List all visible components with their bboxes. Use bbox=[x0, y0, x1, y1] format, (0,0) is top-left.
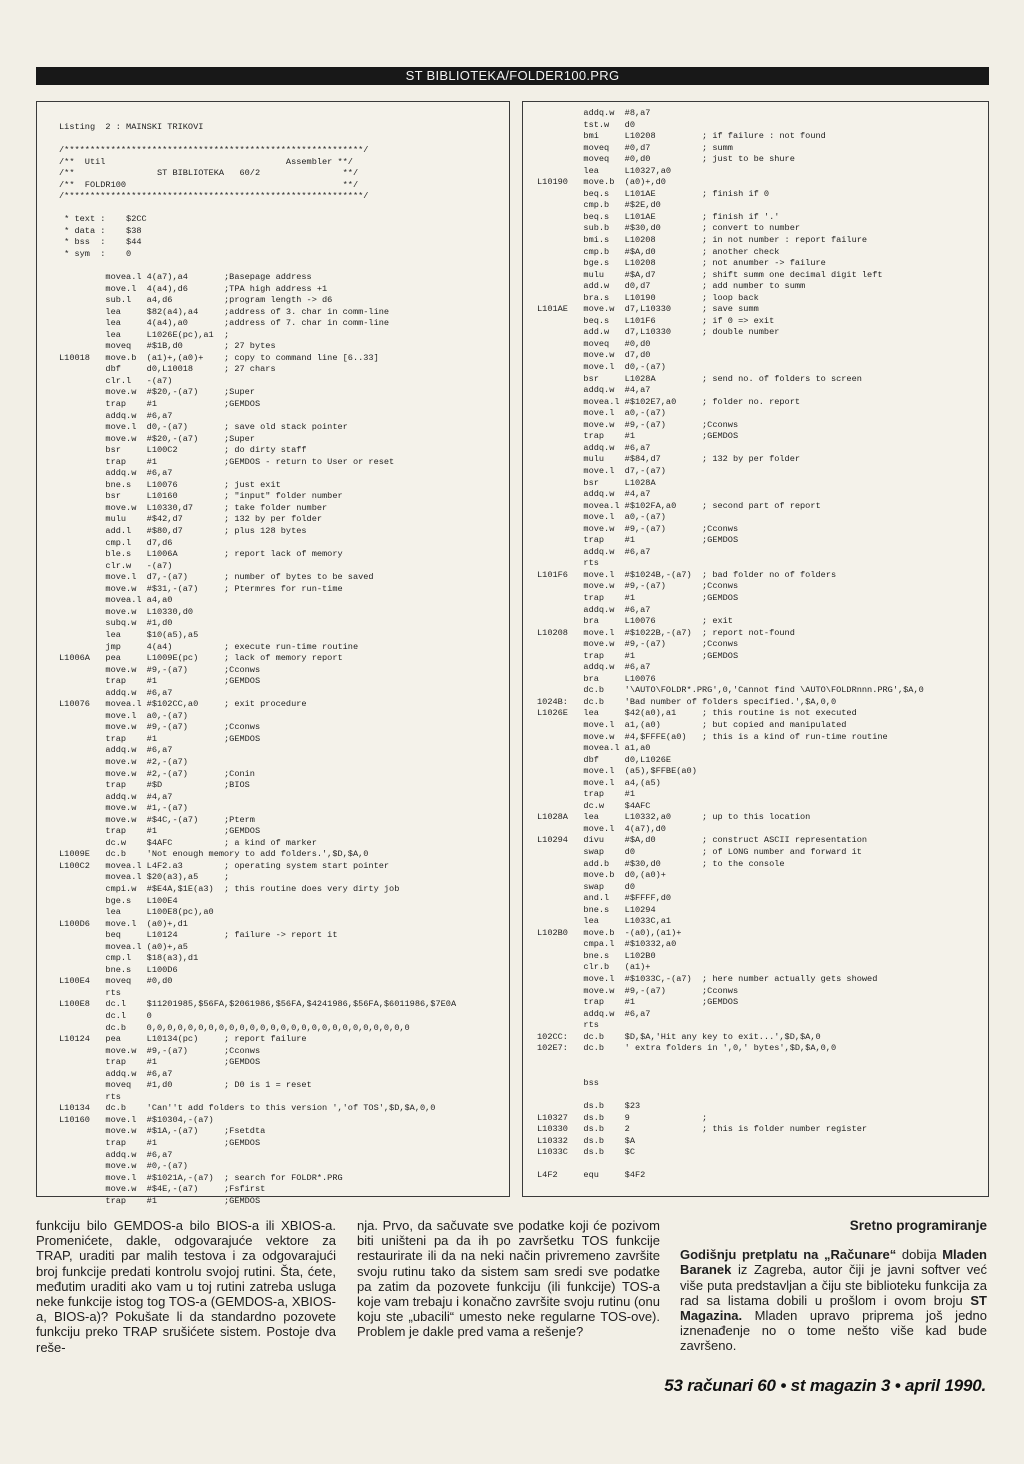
listing-box-left bbox=[36, 101, 510, 1206]
closing-heading: Sretno programiranje bbox=[849, 1218, 987, 1233]
article-column-1: funkciju bilo GEMDOS-a bilo BIOS-a ili XBIOS-a. Promenićete, dakle, odgovarajuće vektore za TRAP, uraditi par malih testova i za odgovarajući broj funkcije predati kontrolu svojoj rutini. Šta, ćete, međutim uraditi ako vam u toj rutini zatreba usluga neke funkcije istog tog TOS-a (GEMDOS-a, XBIOS-a, BIOS-a)? Pokušate li da standardno pozovete funkciju preko TRAP srušićete sistem. Postoje dva reše- bbox=[36, 1218, 336, 1355]
article-column-2: nja. Prvo, da sačuvate sve podatke koji će pozivom biti uništeni pa da ih po završetku TOS funkcije restaurirate ili da na neki način privremeno završite svoju rutinu tako da sistem sam sredi sve podatke pa zatim da pozovete funkciju (ili funkcije) TOS-a koje vam trebaju i konačno završite svoju rutinu (onu koju ste „ubacili“ umesto neke regularne TOS-ove). Problem je dakle pred vama a rešenje? bbox=[357, 1218, 660, 1340]
subscription-phrase: Godišnju pretplatu na „Računare“ bbox=[680, 1247, 897, 1263]
listing-header: Listing 2 : MAINSKI TRIKOVI /**********************************************************/ /** Util Assembler **/ /** ST BIBLIOTEKA 60/2 **/ /** FOLDR100 **/ /**********************************************************/ * text : $2CC * data : $38 * bss : $44 * sym : 0 bbox=[59, 122, 369, 260]
text-fragment: dobija bbox=[896, 1247, 943, 1263]
listing-code-left: movea.l 4(a7),a4 ;Basepage address move.l 4(a4),d6 ;TPA high address +1 sub.l a4,d6 ;program length -> d6 lea $82(a4),a4 ;address of 3. char in comm-line lea 4(a4),a0 ;address of 7. char in comm-line lea L1026E(pc),a1 ; moveq #$1B,d0 ; 27 bytes L10018 move.b (a1)+,(a0)+ ; copy to command line [6..33] dbf d0,L10018 ; 27 chars clr.l -(a7) move.w #$20,-(a7) ;Super trap #1 ;GEMDOS addq.w #6,a7 move.l d0,-(a7) ; save old stack pointer move.w #$20,-(a7) ;Super bsr L100C2 ; do dirty staff trap #1 ;GEMDOS - return to User or reset addq.w #6,a7 bne.s L10076 ; just exit bsr L10160 ; "input" folder number move.w L10330,d7 ; take folder number mulu #$42,d7 ; 132 by per folder add.l #$80,d7 ; plus 128 bytes cmp.l d7,d6 ble.s L1006A ; report lack of memory clr.w -(a7) move.l d7,-(a7) ; number of bytes to be saved move.w #$31,-(a7) ; Ptermres for run-time movea.l a4,a0 move.w L10330,d0 subq.w #1,d0 lea $10(a5),a5 jmp 4(a4) ; execute run-time routine L1006A pea L1009E(pc) ; lack of memory report move.w #9,-(a7) ;Cconws trap #1 ;GEMDOS addq.w #6,a7 L10076 movea.l #$102CC,a0 ; exit procedure move.l a0,-(a7) move.w #9,-(a7) ;Cconws trap #1 ;GEMDOS addq.w #6,a7 move.w #2,-(a7) move.w #2,-(a7) ;Conin trap #$D ;BIOS addq.w #4,a7 move.w #1,-(a7) move.w #$4C,-(a7) ;Pterm trap #1 ;GEMDOS dc.w $4AFC ; a kind of marker L1009E dc.b 'Not enough memory to add folders.',$D,$A,0 L100C2 movea.l L4F2.a3 ; operating system start pointer movea.l $20(a3),a5 ; cmpi.w #$E4A,$1E(a3) ; this routine does very dirty job bge.s L100E4 lea L100E8(pc),a0 L100D6 move.l (a0)+,d1 beq L10124 ; failure -> report it movea.l (a0)+,a5 cmp.l $18(a3),d1 bne.s L100D6 L100E4 moveq #0,d0 rts L100E8 dc.l $11201985,$56FA,$2061986,$56FA,$4241986,$56FA,$6011986,$7E0A dc.l 0 dc.b 0,0,0,0,0,0,0,0,0,0,0,0,0,0,0,0,0,0,0,0,0,0,0,0,0,0 L10124 pea L10134(pc) ; report failure move.w #9,-(a7) ;Cconws trap #1 ;GEMDOS addq.w #6,a7 moveq #1,d0 ; D0 is 1 = reset rts L10134 dc.b 'Can''t add folders to this version ','of TOS',$D,$A,0,0 L10160 move.l #$10304,-(a7) move.w #$1A,-(a7) ;Fsetdta trap #1 ;GEMDOS addq.w #6,a7 move.w #0,-(a7) move.l #$1021A,-(a7) ; search for FOLDR*.PRG move.w #$4E,-(a7) ;Fsfirst trap #1 ;GEMDOS bbox=[59, 272, 457, 1206]
article-column-3 bbox=[680, 1218, 987, 1354]
author-name: Mladen Baranek bbox=[680, 1247, 987, 1278]
section-title-bar bbox=[36, 67, 989, 85]
closing-paragraph bbox=[680, 1247, 987, 1353]
page-footer: 53 računari 60 • st magazin 3 • april 1990. bbox=[664, 1376, 986, 1395]
listing-code-right: addq.w #8,a7 tst.w d0 bmi L10208 ; if failure : not found moveq #0,d7 ; summ moveq #0,d0 ; just to be shure lea L10327,a0 L10190 move.b (a0)+,d0 beq.s L101AE ; finish if 0 cmp.b #$2E,d0 beq.s L101AE ; finish if '.' sub.b #$30,d0 ; convert to number bmi.s L10208 ; in not number : report failure cmp.b #$A,d0 ; another check bge.s L10208 ; not anumber -> failure mulu #$A,d7 ; shift summ one decimal digit left add.w d0,d7 ; add number to summ bra.s L10190 ; loop back L101AE move.w d7,L10330 ; save summ beq.s L101F6 ; if 0 => exit add.w d7,L10330 ; double number moveq #0,d0 move.w d7,d0 move.l d0,-(a7) bsr L1028A ; send no. of folders to screen addq.w #4,a7 movea.l #$102E7,a0 ; folder no. report move.l a0,-(a7) move.w #9,-(a7) ;Cconws trap #1 ;GEMDOS addq.w #6,a7 mulu #$84,d7 ; 132 by per folder move.l d7,-(a7) bsr L1028A addq.w #4,a7 movea.l #$102FA,a0 ; second part of report move.l a0,-(a7) move.w #9,-(a7) ;Cconws trap #1 ;GEMDOS addq.w #6,a7 rts L101F6 move.l #$1024B,-(a7) ; bad folder no of folders move.w #9,-(a7) ;Cconws trap #1 ;GEMDOS addq.w #6,a7 bra L10076 ; exit L10208 move.l #$1022B,-(a7) ; report not-found move.w #9,-(a7) ;Cconws trap #1 ;GEMDOS addq.w #6,a7 bra L10076 dc.b '\AUTO\FOLDR*.PRG',0,'Cannot find \AUTO\FOLDRnnn.PRG',$A,0 1024B: dc.b 'Bad number of folders specified.',$A,0,0 L1026E lea $42(a0),a1 ; this routine is not executed move.l a1,(a0) ; but copied and manipulated move.w #4,$FFFE(a0) ; this is a kind of run-time routine movea.l a1,a0 dbf d0,L1026E move.l (a5),$FFBE(a0) move.l a4,(a5) trap #1 dc.w $4AFC L1028A lea L10332,a0 ; up to this location move.l 4(a7),d0 L10294 divu #$A,d0 ; construct ASCII representation swap d0 ; of LONG number and forward it add.b #$30,d0 ; to the console move.b d0,(a0)+ swap d0 and.l #$FFFF,d0 bne.s L10294 lea L1033C,a1 L102B0 move.b -(a0),(a1)+ cmpa.l #$10332,a0 bne.s L102B0 clr.b (a1)+ move.l #$1033C,-(a7) ; here number actually gets showed move.w #9,-(a7) ;Cconws trap #1 ;GEMDOS addq.w #6,a7 rts 102CC: dc.b $D,$A,'Hit any key to exit...',$D,$A,0 102E7: dc.b ' extra folders in ',0,' bytes',$D,$A,0,0 bss ds.b $23 L10327 ds.b 9 ; L10330 ds.b 2 ; this is folder number register L10332 ds.b $A L1033C ds.b $C L4F2 equ $4F2 bbox=[537, 108, 924, 1181]
magazine-name: ST Magazina. bbox=[680, 1292, 987, 1324]
text-fragment: Mladen upravo priprema još jedno iznenađenje no o tome nešto više kad bude završeno. bbox=[680, 1308, 987, 1354]
text-fragment: iz Zagreba, autor čiji je javni softver već više puta predstavljan a čiju ste biblioteku funkcija za rad sa listama dobili u prošlom i ovom broju bbox=[680, 1262, 987, 1308]
listing-box-right bbox=[522, 101, 989, 1197]
section-title: ST BIBLIOTEKA/FOLDER100.PRG bbox=[405, 68, 620, 83]
